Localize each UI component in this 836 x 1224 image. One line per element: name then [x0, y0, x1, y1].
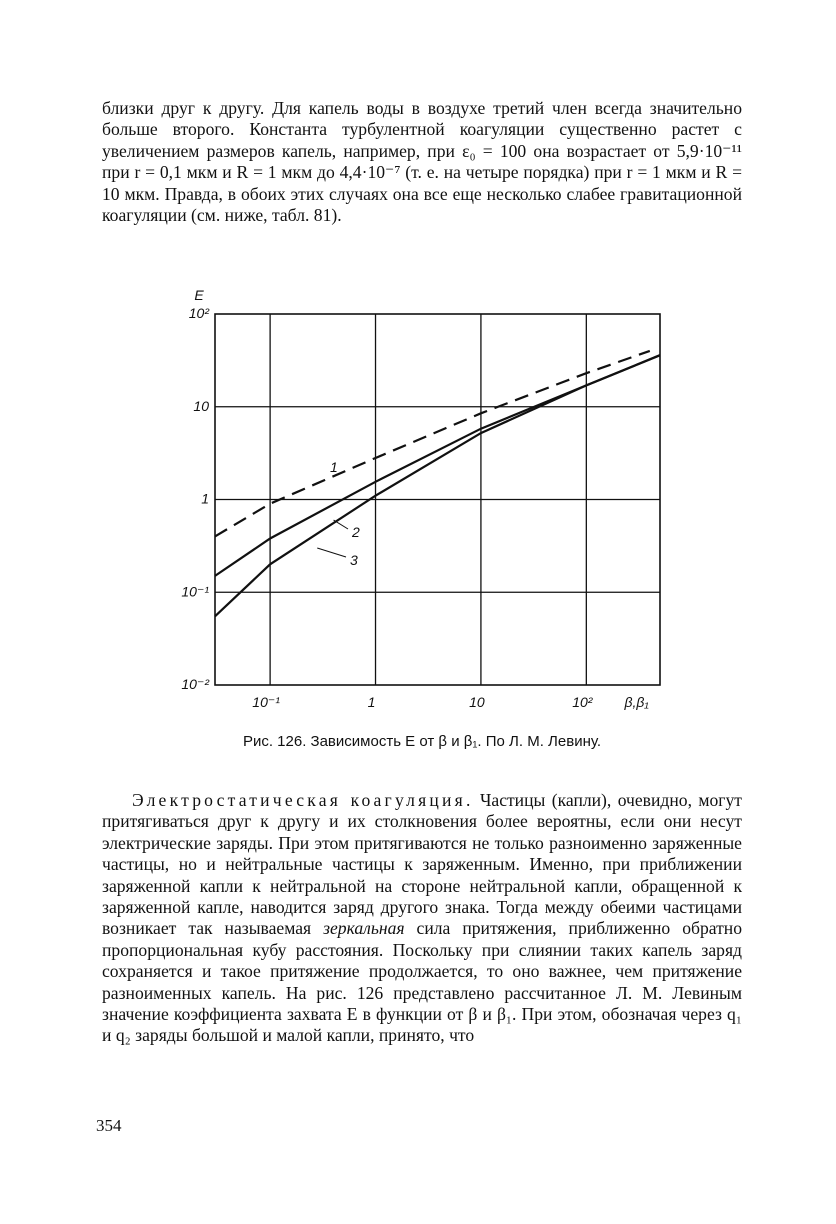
paragraph-top: близки друг к другу. Для капель воды в воздухе третий член всегда значительно больше второго. Константа турбулентной коагуляции существенно растет с увеличением размеров капель, например, при ε₀ = 100 она возрастает от 5,9·10⁻¹¹ при r = 0,1 мкм и R = 1 мкм до 4,4·10⁻⁷ (т. е. на четыре порядка) при r = 1 мкм и R = 10 мкм. Правда, в обоих этих случаях она все еще несколько слабее гравитационной коагуляции (см. ниже, табл. 81). — [102, 98, 742, 226]
paragraph-bottom — [102, 790, 742, 1047]
series-label-2: 2 — [352, 524, 360, 540]
y-axis-label: E — [194, 287, 204, 303]
y-tick-label: 10² — [188, 305, 209, 321]
y-tick-label: 10⁻¹ — [181, 583, 209, 600]
x-tick-label: 10 — [469, 694, 485, 710]
series-label-1: 1 — [330, 459, 338, 475]
x-tick-label: 10⁻¹ — [252, 694, 280, 710]
series-label-3: 3 — [350, 552, 358, 568]
y-tick-label: 1 — [201, 490, 209, 507]
x-tick-label: 1 — [367, 694, 376, 710]
series-line-3 — [215, 355, 660, 616]
series-leader-3 — [317, 548, 346, 557]
series-line-2 — [215, 355, 660, 576]
series-line-1 — [215, 351, 650, 537]
chart-svg — [160, 280, 690, 720]
y-tick-label: 10⁻² — [181, 676, 209, 692]
figure-coagulation-chart — [160, 280, 690, 720]
y-tick-label: 10 — [193, 397, 209, 414]
x-axis-label: β,β₁ — [624, 694, 649, 710]
x-tick-label: 10² — [572, 694, 593, 710]
term-mirror-force: зеркальная — [323, 918, 405, 939]
paragraph-bottom-part2: сила притяжения, приближенно обратно пропорциональная кубу расстояния. Поскольку при слиянии таких капель заряд сохраняется и такое притяжение продолжается, то оно важнее, чем притяжение разноименных капель. На рис. 126 представлено рассчитанное Л. М. Левиным значение коэффициента захвата E в функции от β и β₁. При этом, обозначая через q₁ и q₂ заряды большой и малой капли, принято, что — [102, 918, 742, 1046]
figure-caption: Рис. 126. Зависимость E от β и β₁. По Л. М. Левину. — [242, 733, 602, 750]
paragraph-bottom-part1: Частицы (капли), очевидно, могут притягиваться друг к другу и их столкновения более вероятны, если они несут электрические заряды. При этом притягиваются не только разноименно заряженные частицы, но и нейтральные частицы к заряженным. Именно, при приближении заряженной капли к нейтральной на стороне нейтральной капли, обращенной к заряженной капле, наводится заряд другого знака. Тогда между обеими частицами возникает так называемая — [102, 790, 742, 939]
page-number: 354 — [96, 1116, 122, 1135]
section-lead: Электростатическая коагуляция. — [132, 790, 474, 810]
